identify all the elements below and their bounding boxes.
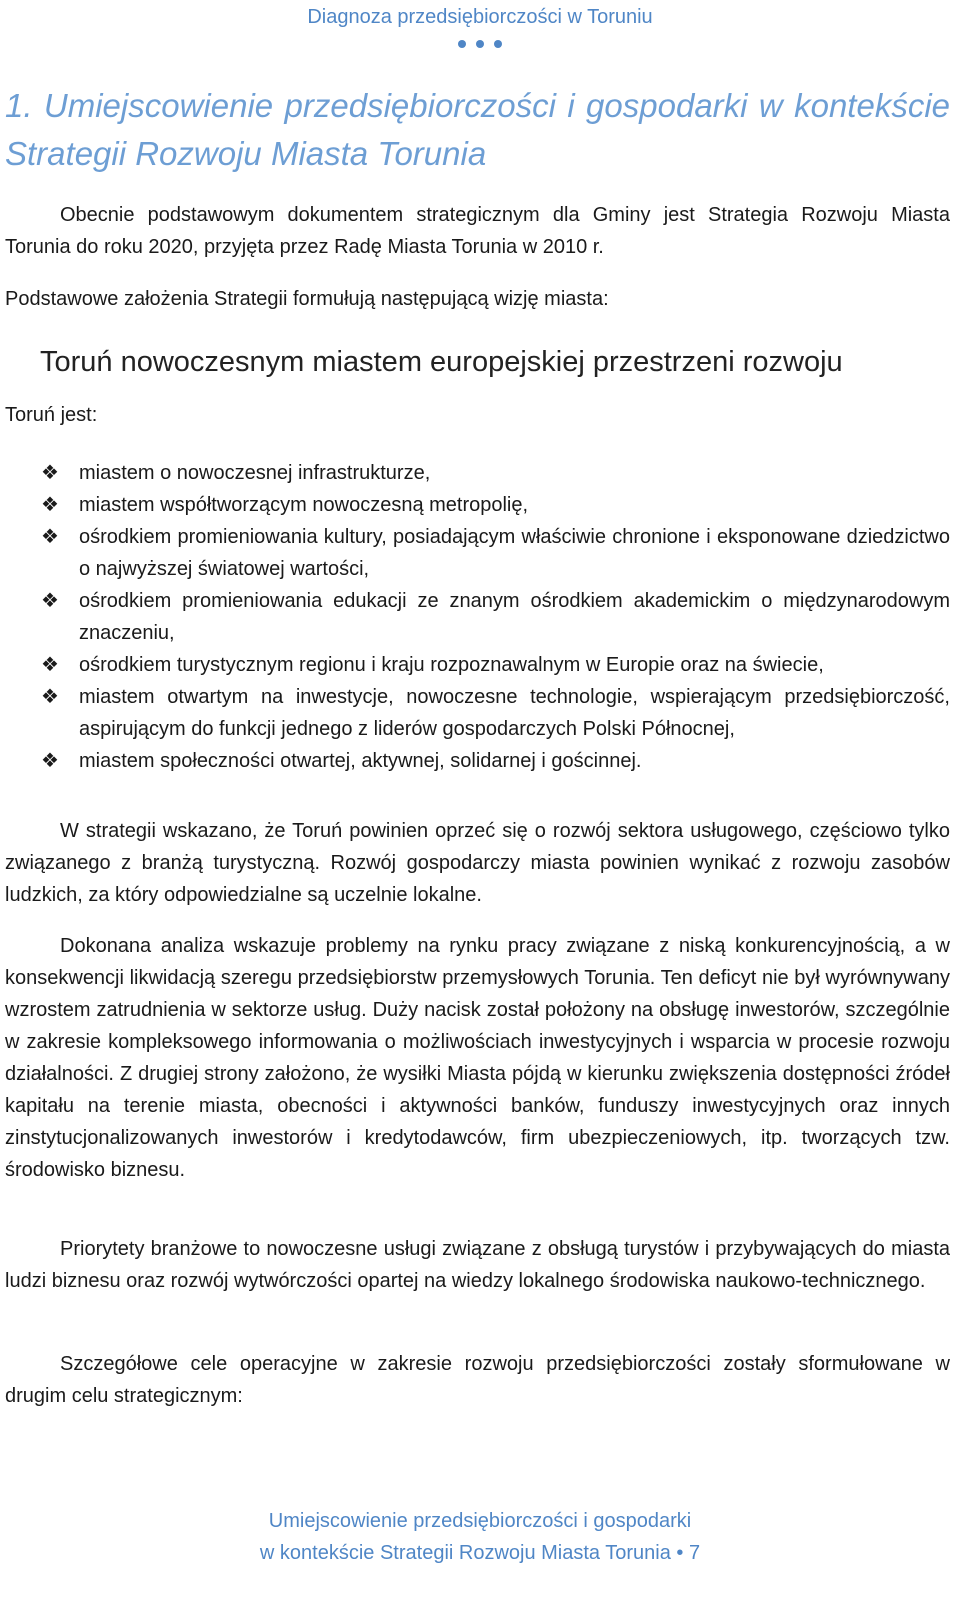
- vision-title: Toruń nowoczesnym miastem europejskiej przestrzeni rozwoju: [40, 346, 843, 378]
- body-paragraph-4: Szczegółowe cele operacyjne w zakresie rozwoju przedsiębiorczości zostały sformułowane w drugim celu strategicznym:: [5, 1353, 950, 1407]
- list-item: ❖ ośrodkiem turystycznym regionu i kraju rozpoznawalnym w Europie oraz na świecie,: [5, 649, 950, 681]
- chapter-heading: 1. Umiejscowienie przedsiębiorczości i gospodarki w kontekście Strategii Rozwoju Miasta Torunia: [5, 87, 950, 172]
- diamond-bullet-icon: ❖: [41, 750, 59, 772]
- header-dots-ornament: [0, 40, 960, 48]
- diamond-bullet-icon: ❖: [41, 526, 59, 548]
- list-item: ❖ miastem o nowoczesnej infrastrukturze,: [5, 457, 950, 489]
- diamond-bullet-icon: ❖: [41, 590, 59, 612]
- intro-paragraph: Obecnie podstawowym dokumentem strategicznym dla Gminy jest Strategia Rozwoju Miasta Torunia do roku 2020, przyjęta przez Radę Miasta Torunia w 2010 r.: [5, 204, 950, 258]
- body-paragraph-1: W strategii wskazano, że Toruń powinien oprzeć się o rozwój sektora usługowego, częściowo tylko związanego z branżą turystyczną. Rozwój gospodarczy miasta powinien wynikać z rozwoju zasobów ludzkich, za który odpowiedzialne są uczelnie lokalne.: [5, 820, 950, 906]
- footer-line-2: w kontekście Strategii Rozwoju Miasta Torunia • 7: [259, 1542, 701, 1564]
- running-footer: [0, 1505, 960, 1569]
- list-item: ❖ miastem otwartym na inwestycje, nowoczesne technologie, wspierającym przedsiębiorczość, aspirującym do funkcji jednego z liderów gospodarczych Polski Północnej,: [5, 681, 950, 745]
- body-paragraph-3: Priorytety branżowe to nowoczesne usługi związane z obsługą turystów i przybywających do miasta ludzi biznesu oraz rozwój wytwórczości opartej na wiedzy lokalnego środowiska naukowo-technicznego.: [5, 1238, 950, 1292]
- body-paragraph-2: Dokonana analiza wskazuje problemy na rynku pracy związane z niską konkurencyjnością, a w konsekwencji likwidacją szeregu przedsiębiorstw przemysłowych Torunia. Ten deficyt nie był wyrównywany wzrostem zatrudnienia w sektorze usług. Duży nacisk został położony na obsługę inwestorów, szczególnie w zakresie kompleksowego informowania o możliwościach inwestycyjnych i wsparcia w procesie rozwoju działalności. Z drugiej strony założono, że wysiłki Miasta pójdą w kierunku zwiększenia dostępności źródeł kapitału na terenie miasta, obecności i aktywności banków, funduszy inwestycyjnych oraz innych zinstytucjonalizowanych inwestorów i kredytodawców, firm ubezpieczeniowych, itp. tworzących tzw. środowisko biznesu.: [5, 935, 950, 1181]
- list-item: ❖ ośrodkiem promieniowania kultury, posiadającym właściwie chronione i eksponowane dziedzictwo o najwyższej światowej wartości,: [5, 521, 950, 585]
- dot-icon: [494, 40, 502, 48]
- dot-icon: [476, 40, 484, 48]
- diamond-bullet-icon: ❖: [41, 654, 59, 676]
- footer-line-1: Umiejscowienie przedsiębiorczości i gospodarki: [268, 1510, 692, 1532]
- diamond-bullet-icon: ❖: [41, 686, 59, 708]
- list-item: ❖ miastem współtworzącym nowoczesną metropolię,: [5, 489, 950, 521]
- list-item: ❖ ośrodkiem promieniowania edukacji ze znanym ośrodkiem akademickim o międzynarodowym znaczeniu,: [5, 585, 950, 649]
- vision-lead: Toruń jest:: [5, 404, 98, 426]
- dot-icon: [458, 40, 466, 48]
- diamond-bullet-icon: ❖: [41, 494, 59, 516]
- vision-intro-paragraph: Podstawowe założenia Strategii formułują następującą wizję miasta:: [5, 288, 609, 310]
- diamond-bullet-icon: ❖: [41, 462, 59, 484]
- running-header-title: Diagnoza przedsiębiorczości w Toruniu: [307, 6, 653, 28]
- list-item: ❖ miastem społeczności otwartej, aktywnej, solidarnej i gościnnej.: [5, 745, 950, 777]
- vision-list: [5, 457, 950, 777]
